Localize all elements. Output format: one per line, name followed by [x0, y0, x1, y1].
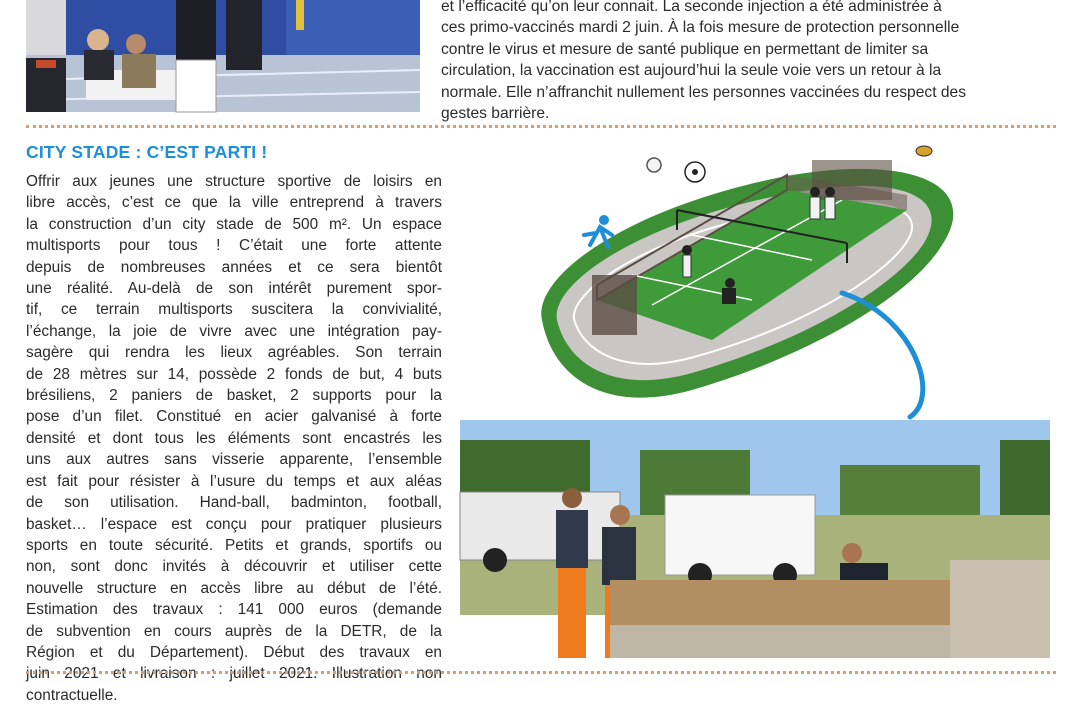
text-line: densité et dont tous les éléments sont encastrés les — [26, 429, 442, 447]
text-line: brésiliens, 2 paniers de basket, 2 supports pour la — [26, 387, 442, 405]
text-line: pose d’un filet. Constitué en acier galvanisé à forte — [26, 408, 442, 426]
text-line: de son utilisation. Hand-ball, badminton, football, — [26, 494, 442, 512]
text-line: multisports pour tous ! C’était une forte attente — [26, 237, 442, 255]
construction-site-drawing — [460, 420, 1050, 658]
article-title: CITY STADE : C’EST PARTI ! — [26, 142, 268, 162]
text-line: une réalité. Au-delà de son intérêt purement spor- — [26, 280, 442, 298]
city-stade-drawing — [512, 135, 967, 420]
text-line: depuis de nombreuses années et ce sera bientôt — [26, 258, 442, 276]
text-line: juin 2021 et livraison : juillet 2021. Illustration non — [26, 665, 442, 683]
text-line: contractuelle. — [26, 686, 118, 704]
text-line: gestes barrière. — [441, 105, 550, 123]
vaccination-photo — [26, 0, 420, 112]
text-line: est fait pour résister à l’usure du temps et aux aléas — [26, 472, 442, 490]
text-line: contre le virus et mesure de santé publique en permettant de limiter sa — [441, 40, 929, 58]
volleyball-icon — [647, 158, 661, 172]
text-line: uns aux autres sans visserie apparente, l’ensemble — [26, 451, 442, 469]
text-line: tif, ce terrain multisports suscitera la convivialité, — [26, 301, 442, 319]
bee-icon — [916, 146, 932, 156]
text-line: et l’efficacité qu’on leur connait. La seconde injection a été administrée à — [441, 0, 942, 15]
text-line: libre accès, c’est ce que la ville entreprend à travers — [26, 194, 442, 212]
text-line: de 28 mètres sur 14, possède 2 fonds de but, 4 buts — [26, 365, 442, 383]
text-line: la construction d’un city stade de 500 m². Un espace — [26, 215, 442, 233]
text-line: basket… l’espace est conçu pour pratiquer plusieurs — [26, 515, 442, 533]
text-line: Estimation des travaux : 141 000 euros (demande — [26, 601, 442, 619]
text-line: normale. Elle n’affranchit nullement les personnes vaccinées du respect des — [441, 83, 966, 101]
soccer-ball-icon — [685, 162, 705, 182]
text-line: ces primo-vaccinés mardi 2 juin. À la fois mesure de protection personnelle — [441, 19, 960, 37]
construction-site-photo — [460, 420, 1050, 658]
text-line: non, sont donc invités à découvrir et utiliser cette — [26, 558, 442, 576]
runner-icon — [584, 215, 612, 247]
text-line: Région et du Département). Début des travaux en — [26, 643, 442, 661]
text-line: nouvelle structure en accès libre au début de l’été. — [26, 579, 442, 597]
text-line: Offrir aux jeunes une structure sportive de loisirs en — [26, 173, 442, 190]
article-body — [26, 171, 442, 706]
city-stade-illustration — [512, 135, 967, 420]
vaccination-text — [441, 0, 1056, 124]
text-line: l’échange, la joie de vivre avec une intégration pay- — [26, 322, 442, 340]
text-line: sports en toute sécurité. Petits et grands, sportifs ou — [26, 536, 442, 554]
section-divider — [26, 671, 1056, 674]
vaccination-photo-drawing — [26, 0, 420, 112]
text-line: de subvention en cours auprès de la DETR, de la — [26, 622, 442, 640]
section-divider — [26, 125, 1056, 128]
text-line: sagère qui rendra les lieux agréables. Son terrain — [26, 344, 442, 362]
text-line: circulation, la vaccination est aujourd’hui la seule voie vers un retour à la — [441, 62, 942, 80]
